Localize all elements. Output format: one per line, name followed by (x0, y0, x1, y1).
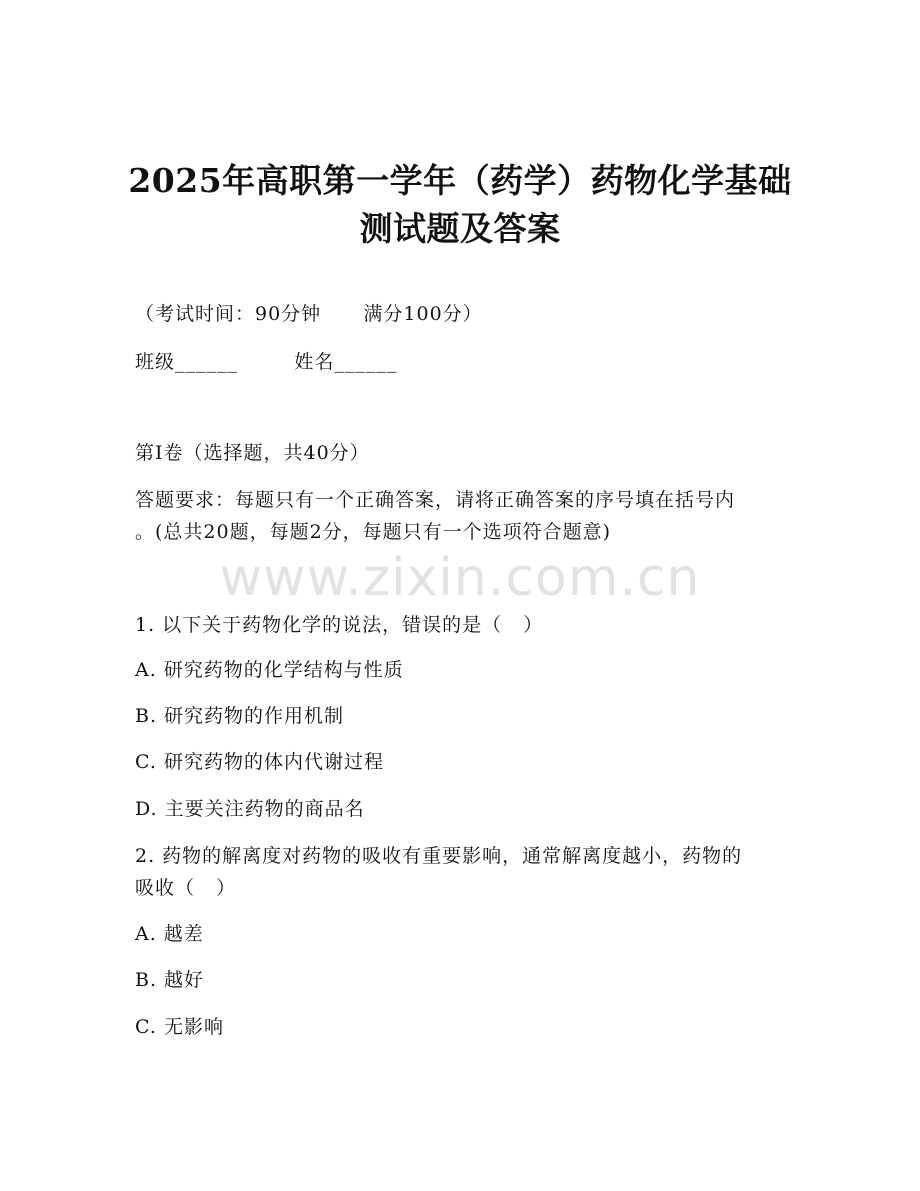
question-2-option-a: A. 越差 (135, 923, 204, 945)
question-1-option-d: D. 主要关注药物的商品名 (135, 798, 365, 820)
question-1-stem: 1. 以下关于药物化学的说法，错误的是（ ） (135, 614, 544, 636)
instructions-line2: 。(总共20题，每题2分，每题只有一个选项符合题意) (135, 521, 612, 543)
instructions-line1: 答题要求：每题只有一个正确答案，请将正确答案的序号填在括号内 (135, 489, 736, 511)
watermark: www.zixin.com.cn (219, 548, 701, 608)
question-1-option-a: A. 研究药物的化学结构与性质 (135, 659, 404, 681)
question-2-option-c: C. 无影响 (135, 1016, 224, 1038)
document-title-line2: 测试题及答案 (359, 209, 561, 248)
section-heading: 第I卷（选择题，共40分） (135, 442, 370, 464)
student-fields: 班级______ 姓名______ (135, 351, 398, 373)
question-2-option-b: B. 越好 (135, 969, 205, 991)
question-2-stem-line2: 吸收（ ） (135, 877, 237, 899)
question-1-option-c: C. 研究药物的体内代谢过程 (135, 751, 384, 773)
document-title-line1: 2025年高职第一学年（药学）药物化学基础 (128, 161, 792, 200)
question-2-stem-line1: 2. 药物的解离度对药物的吸收有重要影响，通常解离度越小，药物的 (135, 845, 743, 867)
question-1-option-b: B. 研究药物的作用机制 (135, 705, 345, 727)
exam-info: （考试时间：90分钟 满分100分） (135, 303, 483, 325)
